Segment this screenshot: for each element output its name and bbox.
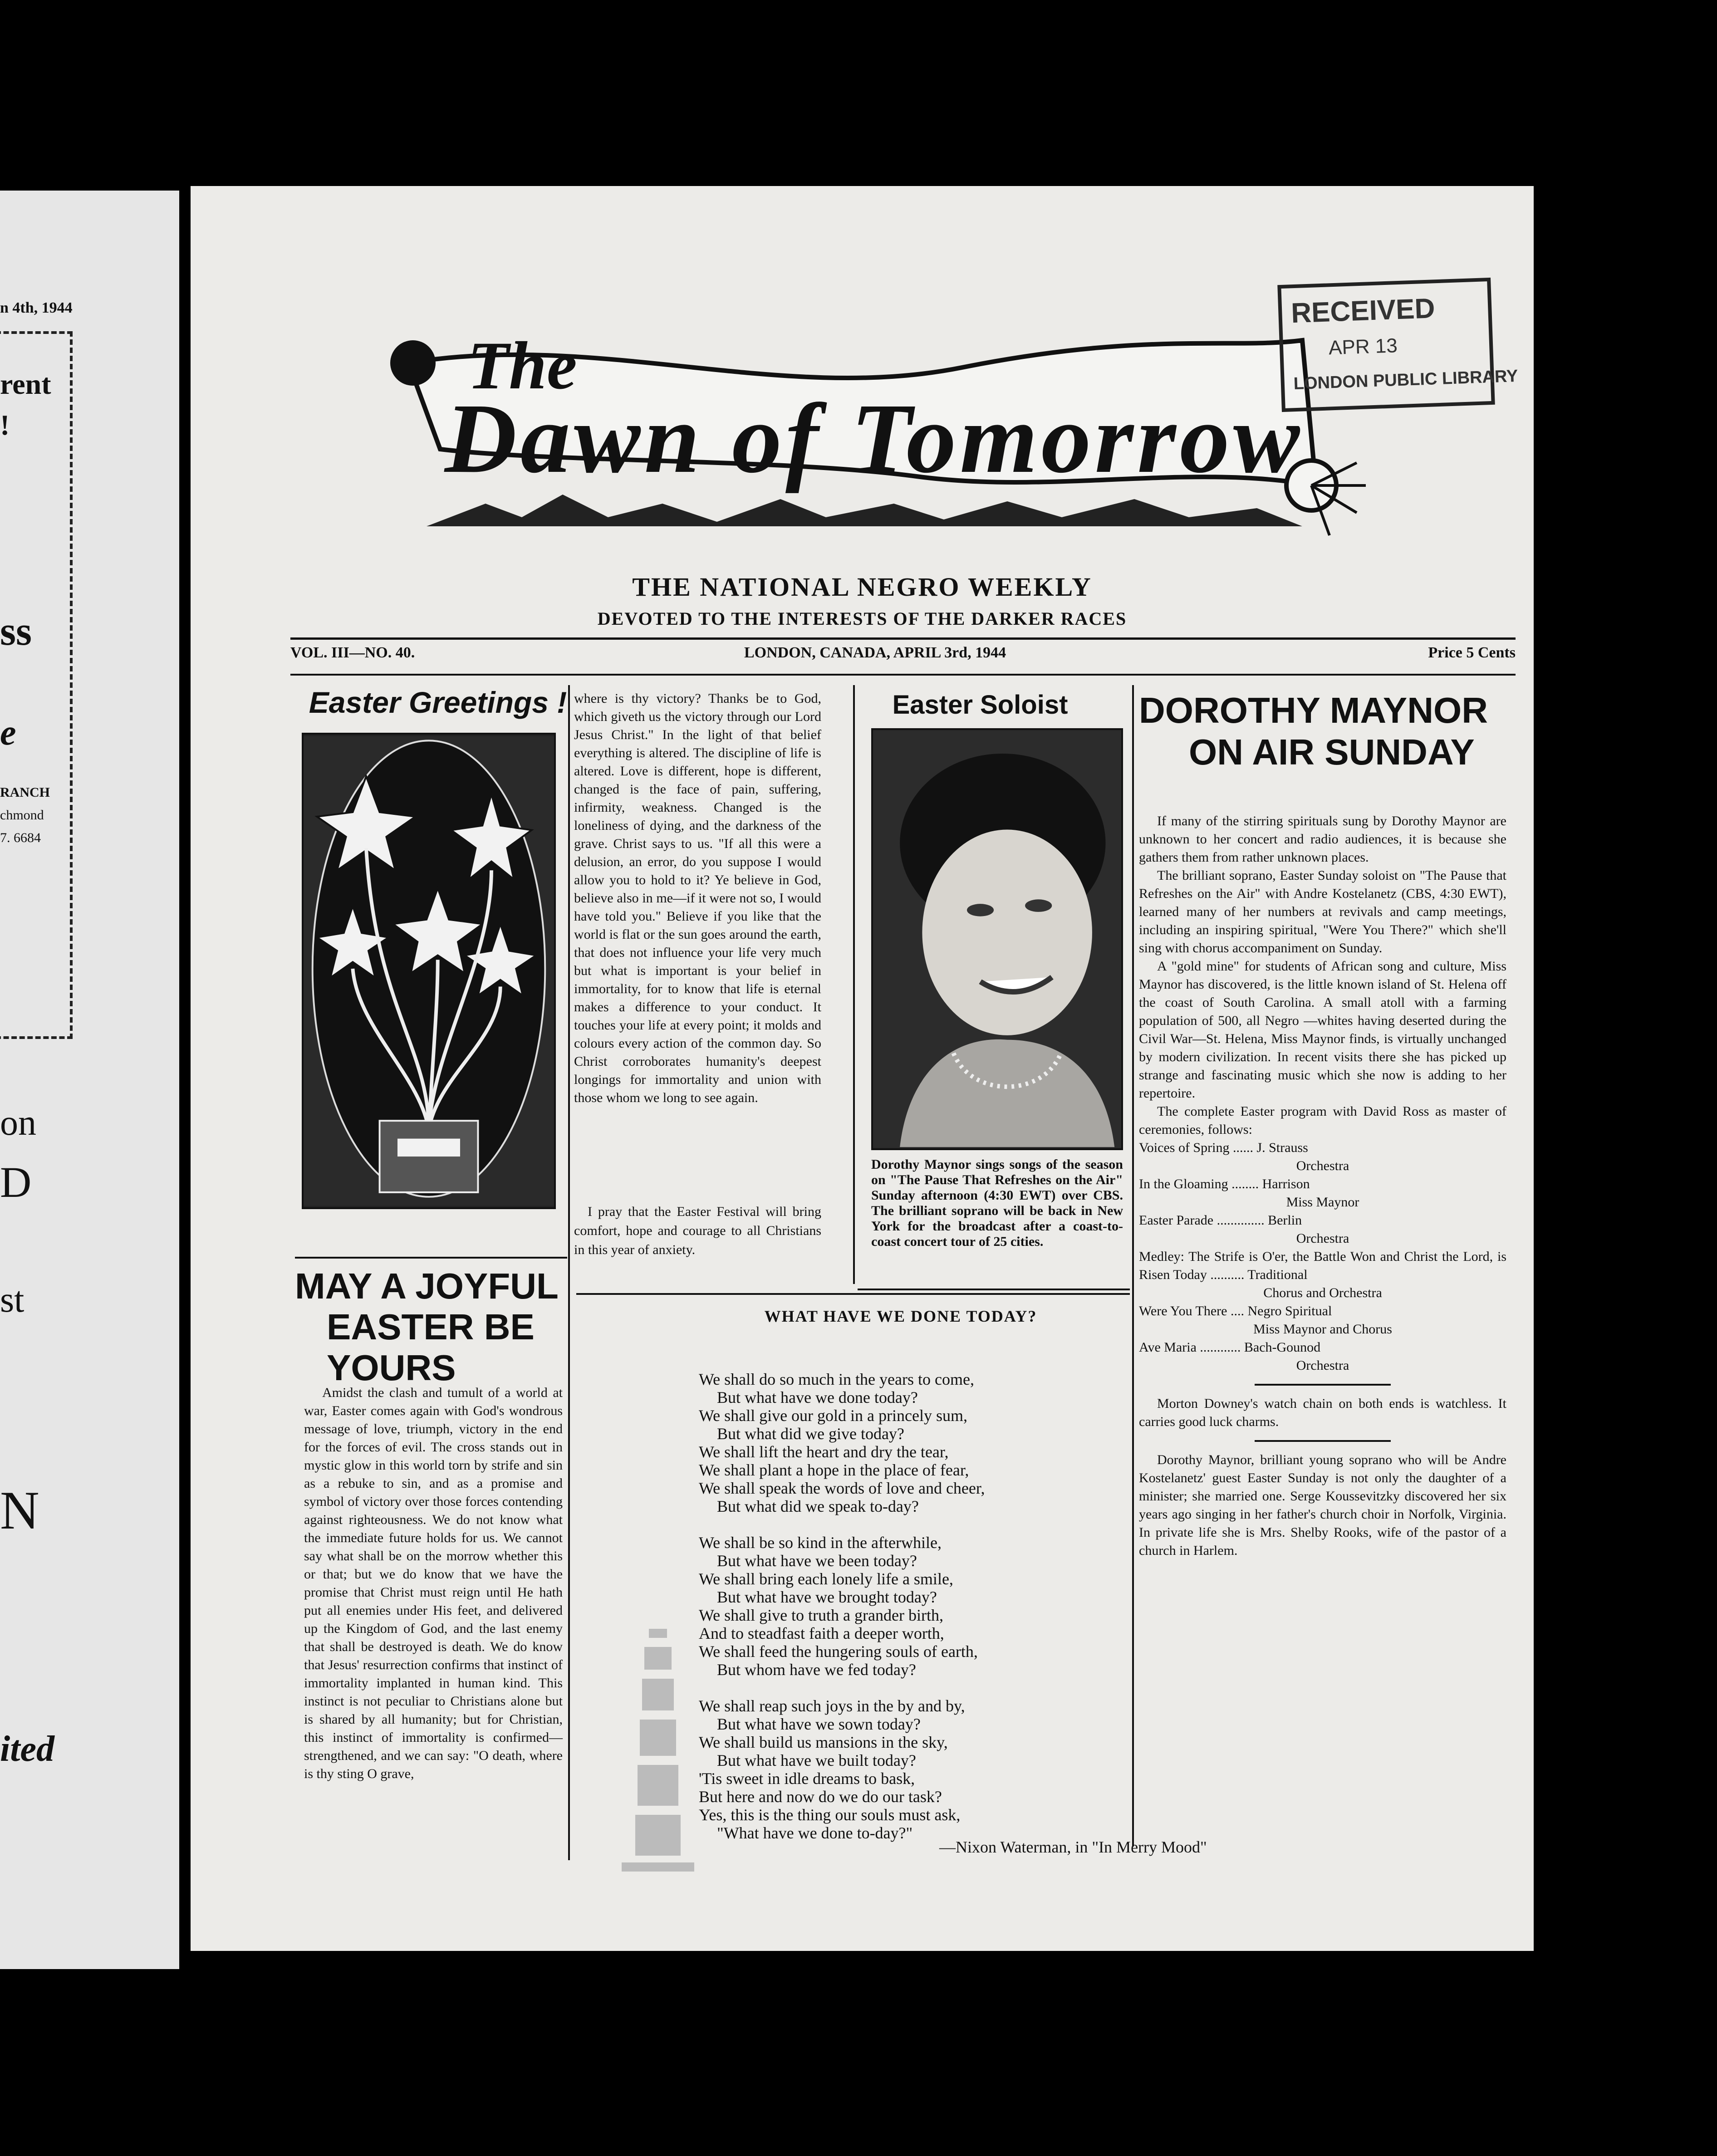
easter-greetings-text: where is thy victory? Thanks be to God, which giveth us the victory through our Lord Jesus Christ." In the light of that belief everything is altered. The discipline of life is altered. Love is different, hope is different, changed is the face of pain, suffering, infirmity, weakness. Changed is the loneliness of dying, and the darkness of the grave. Christ says to us. "If all this were a delusion, an error, do you suppose I would allow you to hold to it? Ye believe in God, believe also in me—if it were not so, I would have told you." Believe if you like that the world is flat or the sun goes around the earth, that does not influence your life very much but what is important is your belief in immortality, for to know that life is eternal makes a difference to your conduct. It touches your life at every point; it molds and colours every action of the common day. So Christ corroborates humanity's deepest longings for immortality and union with those whom we long to see again. [574,691,821,1105]
article-paragraph: A "gold mine" for students of African song and culture, Miss Maynor has discovered, is the little known island of St. Helena off the coast of South Carolina. A small atoll with a farming population of 500, all Negro —whites having deserted during the Civil War—St. Helena, Miss Maynor finds, is virtually unchanged by modern civilization. In recent visits there she has picked up strange and fascinating music which she now is adding to her repertoire. [1139,959,1506,1101]
dateline-rule-bottom [290,674,1516,676]
adjacent-text-fragment: st [0,1280,25,1320]
poem-line: But here and now do we do our task? [699,1788,942,1806]
program-performer: Miss Maynor [1286,1195,1359,1210]
article-paragraph: The brilliant soprano, Easter Sunday soloist on "The Pause that Refreshes on the Air" with Andre Kostelanetz (CBS, 4:30 EWT), learned many of her numbers at revivals and camp meetings, including an inspiring spiritual, "Were You There?" which she'll sing with chorus accompaniment on Sunday. [1139,868,1506,956]
column-rule [568,685,570,1429]
adjacent-text-fragment: ited [0,1729,54,1769]
program-performer: Chorus and Orchestra [1263,1285,1382,1300]
section-rule [576,1293,1130,1295]
joyful-easter-headline [295,1266,567,1388]
adjacent-text-fragment: ! [0,409,10,441]
program-title: Ave Maria ............ Bach-Gounod [1139,1340,1321,1355]
adjacent-text-fragment: rent [0,368,51,400]
adjacent-text-fragment: 7. 6684 [0,830,41,845]
section-rule [858,1289,1130,1290]
poem-line: Yes, this is the thing our souls must ask, [699,1806,961,1824]
poem-body [699,1370,1289,1860]
easter-soloist-heading: Easter Soloist [892,690,1068,720]
dorothy-maynor-portrait [871,728,1123,1150]
article-paragraph: Dorothy Maynor, brilliant young soprano who will be Andre Kostelanetz' guest Easter Sunday is not only the daughter of a minister; she married one. Serge Koussevitzky discovered her six years ago singing in her father's church choir in Norfolk, Virginia. In private life she is Mrs. Shelby Rooks, wife of the pastor of a church in Harlem. [1139,1452,1506,1558]
program-title: Voices of Spring ...... J. Strauss [1139,1140,1308,1155]
article-paragraph: The complete Easter program with David Ross as master of ceremonies, follows: [1139,1104,1506,1137]
program-title: Medley: The Strife is O'er, the Battle Won and Christ the Lord, is Risen Today .......... Traditional [1139,1249,1506,1282]
article-paragraph: Morton Downey's watch chain on both ends is watchless. It carries good luck charms. [1139,1396,1506,1429]
adjacent-text-fragment: e [0,713,16,753]
masthead [372,313,1370,567]
adjacent-text-fragment: D [0,1158,32,1206]
ad-box-border [0,331,73,1039]
stamp-received-text: RECEIVED [1290,293,1436,329]
program-item [1139,1139,1506,1175]
poem-line: We shall lift the heart and dry the tear, [699,1443,949,1461]
joyful-easter-article: Amidst the clash and tumult of a world at war, Easter comes again with God's wondrous message of love, triumph, victory in the end for the forces of evil. The cross stands out in mystic glow in this world torn by strife and sin as a rebuke to sin, and as a promise and symbol of victory over those forces contending against righteousness. We do not know what the immediate future holds for us. We cannot say what shall be on the morrow whether this or that; but we do know that we have the promise that Christ must reign until He hath put all enemies under His feet, and delivered up the Kingdom of God, and the last enemy that shall be destroyed is death. We do know that Jesus' resurrection confirms that instinct of immortality implanted in human kind. This instinct is not peculiar to Christians alone but is shared by all humanity; but for Christian, this instinct of immortality is confirmed—strengthened, and we can say: "O death, where is thy sting O grave, [304,1385,563,1781]
poem-line: We shall do so much in the years to come, [699,1370,974,1388]
poem-attribution: —Nixon Waterman, in "In Merry Mood" [939,1838,1207,1856]
adjacent-text-fragment: ss [0,609,32,654]
poem-line: We shall bring each lonely life a smile, [699,1570,953,1588]
masthead-subtitle: THE NATIONAL NEGRO WEEKLY [632,572,1092,602]
easter-lily-illustration [302,733,556,1209]
poem-line: "What have we done to-day?" [717,1824,913,1842]
poem-line: 'Tis sweet in idle dreams to bask, [699,1769,915,1788]
portrait-caption: Dorothy Maynor sings songs of the season on "The Pause That Refreshes on the Air" Sunday afternoon (4:30 EWT) over CBS. The brilliant soprano will be back in New York for the broadcast after a coast-to-coast concert tour of 25 cities. [871,1157,1123,1249]
library-received-stamp [1277,278,1519,412]
program-performer: Orchestra [1296,1231,1349,1246]
program-item [1139,1248,1506,1302]
poem-title: WHAT HAVE WE DONE TODAY? [764,1307,1037,1325]
column-rule [853,685,855,1284]
poem-line: But what did we give today? [717,1425,904,1443]
easter-greetings-heading: Easter Greetings ! [309,686,567,719]
volume-number: VOL. III—NO. 40. [290,644,415,661]
poem-line: We shall be so kind in the afterwhile, [699,1534,942,1552]
poem-line: But what have we been today? [717,1552,917,1570]
poem-line: We shall feed the hungering souls of earth, [699,1642,978,1661]
masthead-title: Dawn of Tomorrow [445,383,1304,494]
program-title: Were You There .... Negro Spiritual [1139,1303,1332,1318]
stamp-date-text: APR 13 [1328,334,1398,359]
stamp-library-text: LONDON PUBLIC LIBRARY [1293,366,1519,394]
headline-line-1: DOROTHY MAYNOR [1139,690,1488,730]
adjacent-text-fragment: on [0,1103,36,1143]
program-item [1139,1338,1506,1375]
poem-line: We shall speak the words of love and cheer, [699,1479,985,1497]
headline-line-2: ON AIR SUNDAY [1189,732,1475,772]
poem-line: But what have we done today? [717,1388,918,1406]
program-performer: Miss Maynor and Chorus [1253,1322,1392,1337]
newspaper-page [191,186,1534,1951]
headline-line-2: EASTER BE YOURS [327,1307,535,1388]
program-title: In the Gloaming ........ Harrison [1139,1176,1310,1191]
program-item [1139,1175,1506,1211]
poem-stanza [699,1370,1289,1515]
faded-ornament [622,1629,694,1874]
section-rule [295,1257,567,1259]
dateline-rule-top [290,637,1516,640]
poem-line: We shall give to truth a grander birth, [699,1606,943,1624]
program-title: Easter Parade .............. Berlin [1139,1213,1302,1228]
poem-stanza [699,1534,1289,1679]
poem-line: But whom have we fed today? [717,1661,916,1679]
adjacent-text-fragment: N [0,1480,39,1540]
poem-line: We shall reap such joys in the by and by, [699,1697,965,1715]
poem-line: We shall give our gold in a princely sum, [699,1406,967,1425]
easter-greetings-closing: I pray that the Easter Festival will bring comfort, hope and courage to all Christians in this year of anxiety. [574,1204,821,1257]
adjacent-page-strip [0,191,179,1969]
masthead-tagline: DEVOTED TO THE INTERESTS OF THE DARKER RACES [597,608,1127,629]
program-performer: Orchestra [1296,1158,1349,1173]
column-rule [568,1429,570,1860]
dorothy-maynor-headline [1139,690,1511,773]
adjacent-date-fragment: n 4th, 1944 [0,299,73,316]
poem-line: We shall build us mansions in the sky, [699,1733,948,1751]
program-item [1139,1211,1506,1248]
issue-price: Price 5 Cents [1428,644,1516,661]
poem-line: But what have we built today? [717,1751,916,1769]
adjacent-text-fragment: chmond [0,808,44,823]
poem-line: But what have we sown today? [717,1715,921,1733]
poem-stanza [699,1697,1289,1842]
program-performer: Orchestra [1296,1358,1349,1373]
poem-line: But what did we speak to-day? [717,1497,919,1515]
headline-line-1: MAY A JOYFUL [295,1266,559,1306]
issue-date: LONDON, CANADA, APRIL 3rd, 1944 [744,644,1006,661]
article-paragraph: If many of the stirring spirituals sung by Dorothy Maynor are unknown to her concert and radio audiences, it is because she gathers them from rather unknown places. [1139,813,1506,865]
dateline [290,644,1516,671]
adjacent-text-fragment: RANCH [0,785,50,800]
masthead-title-the: The [467,328,577,403]
poem-line: But what have we brought today? [717,1588,937,1606]
poem-line: And to steadfast faith a deeper worth, [699,1624,944,1642]
poem-line: We shall plant a hope in the place of fear, [699,1461,969,1479]
